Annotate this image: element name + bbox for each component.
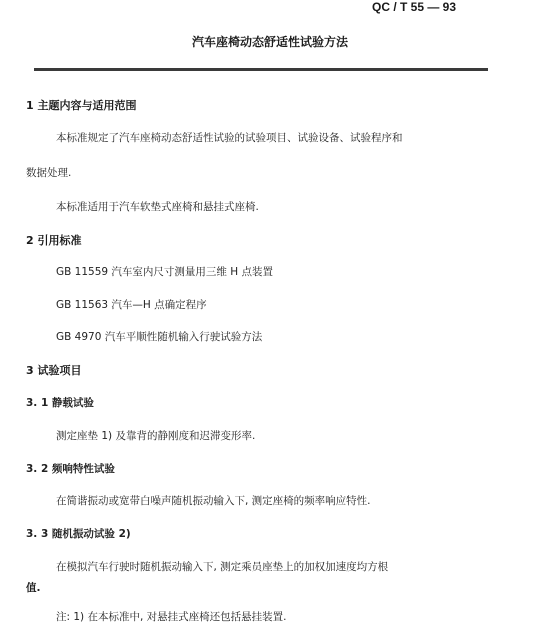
document-title: 汽车座椅动态舒适性试验方法 <box>191 35 348 49</box>
subsection-3-2-heading: 3. 2 频响特性试验 <box>26 463 115 475</box>
reference-gb11563: GB 11563 汽车—H 点确定程序 <box>56 299 207 311</box>
subsection-3-1-text: 测定座垫 1) 及靠背的静刚度和迟滞变形率. <box>56 430 256 442</box>
section-1-paragraph-1-line-2: 数据处理. <box>26 167 72 179</box>
section-1-paragraph-1-line-1: 本标准规定了汽车座椅动态舒适性试验的试验项目、试验设备、试验程序和 <box>56 132 403 144</box>
reference-gb11559: GB 11559 汽车室内尺寸测量用三维 H 点装置 <box>56 266 273 278</box>
section-1-heading: 1 主题内容与适用范围 <box>26 99 137 112</box>
footnote: 注: 1) 在本标准中, 对悬挂式座椅还包括悬挂装置. <box>56 611 287 623</box>
subsection-3-1-heading: 3. 1 静载试验 <box>26 397 94 409</box>
subsection-3-3-text-line-1: 在模拟汽车行驶时随机振动输入下, 测定乘员座垫上的加权加速度均方根 <box>56 561 389 573</box>
section-1-paragraph-2: 本标准适用于汽车软垫式座椅和悬挂式座椅. <box>56 201 259 213</box>
section-3-heading: 3 试验项目 <box>26 364 82 377</box>
subsection-3-3-text-line-2: 值. <box>26 582 41 594</box>
standard-code: QC / T 55 — 93 <box>372 0 457 14</box>
header-rule <box>34 68 488 71</box>
reference-gb4970: GB 4970 汽车平顺性随机输入行驶试验方法 <box>56 331 263 343</box>
subsection-3-2-text: 在简谐振动或宽带白噪声随机振动输入下, 测定座椅的频率响应特性. <box>56 495 371 507</box>
section-2-heading: 2 引用标准 <box>26 234 82 247</box>
subsection-3-3-heading: 3. 3 随机振动试验 2) <box>26 528 131 540</box>
